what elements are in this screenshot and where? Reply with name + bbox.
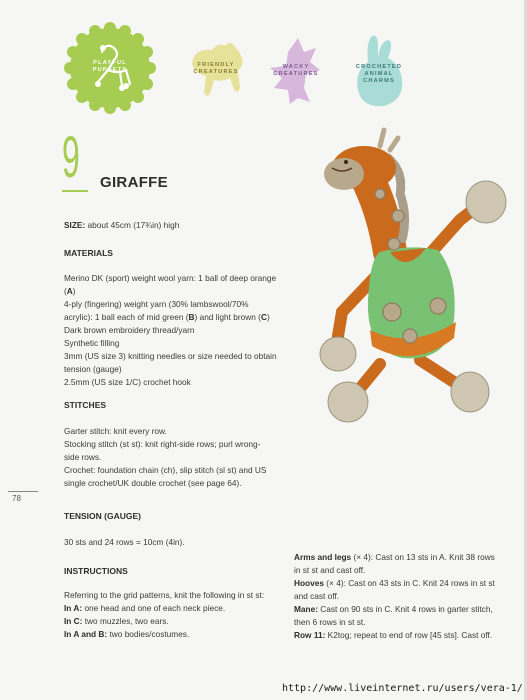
pattern-step-cont: then 6 rows in st st. (294, 617, 366, 627)
materials-line: Synthetic filling (64, 338, 120, 348)
materials-line: tension (gauge) (64, 364, 122, 374)
page-number: 78 (12, 494, 21, 503)
materials-line: acrylic): 1 ball each of mid green (B) and light brown (C) (64, 312, 270, 322)
instructions-item: In A and B: two bodies/costumes. (64, 629, 190, 639)
pattern-steps (294, 551, 508, 642)
category-badges (64, 22, 424, 114)
badge-crocheted-animal-charms[interactable] (346, 32, 412, 110)
page-number-rule (8, 491, 38, 492)
stitches-line: Crochet: foundation chain (ch), slip stitch (sl st) and US (64, 465, 267, 475)
badge-wacky-creatures[interactable] (268, 34, 324, 106)
badge-playful-puppets[interactable] (64, 22, 156, 114)
instructions-item: In C: two muzzles, two ears. (64, 616, 169, 626)
materials-heading: MATERIALS (64, 248, 113, 258)
materials-line: 4-ply (fingering) weight yarn (30% lambswool/70% (64, 299, 249, 309)
badge-label: WACKY CREATURES (273, 64, 319, 77)
materials-line: 2.5mm (US size 1/C) crochet hook (64, 377, 191, 387)
tension-text: 30 sts and 24 rows = 10cm (4in). (64, 537, 185, 547)
materials-line: Dark brown embroidery thread/yarn (64, 325, 195, 335)
materials-list (64, 272, 282, 389)
page-title: GIRAFFE (100, 174, 168, 191)
pattern-step: Hooves (× 4): Cast on 43 sts in C. Knit 24 rows in st st (294, 578, 495, 588)
stitches-line: single crochet/UK double crochet (see page 64). (64, 478, 242, 488)
tension-heading: TENSION (GAUGE) (64, 511, 141, 521)
badge-label: FRIENDLY CREATURES (193, 62, 239, 75)
stitches-line: Garter stitch: knit every row. (64, 426, 167, 436)
pattern-step-cont: in st st and cast off. (294, 565, 366, 575)
stitches-list (64, 425, 282, 490)
instructions-list (64, 589, 282, 641)
badge-friendly-creatures[interactable] (186, 36, 246, 106)
materials-line: 3mm (US size 3) knitting needles or size needed to obtain (64, 351, 277, 361)
chapter-number-underline (62, 190, 88, 192)
pattern-step: Mane: Cast on 90 sts in C. Knit 4 rows in garter stitch, (294, 604, 493, 614)
instructions-heading: INSTRUCTIONS (64, 566, 128, 576)
size-line: SIZE: about 45cm (17¾in) high (64, 220, 180, 230)
chapter-number: 9 (62, 125, 80, 190)
pattern-step: Arms and legs (× 4): Cast on 13 sts in A. Knit 38 rows (294, 552, 495, 562)
source-url[interactable]: http://www.liveinternet.ru/users/vera-1/ (282, 683, 523, 694)
stitches-line: Stocking stitch (st st): knit right-side rows; purl wrong- (64, 439, 261, 449)
stitches-line: side rows. (64, 452, 102, 462)
giraffe-toy-illustration (310, 124, 520, 430)
stitches-heading: STITCHES (64, 400, 107, 410)
materials-line: Merino DK (sport) weight wool yarn: 1 ball of deep orange (A) (64, 273, 277, 296)
instructions-item: In A: one head and one of each neck piece. (64, 603, 226, 613)
badge-label: CROCHETED ANIMAL CHARMS (355, 64, 403, 84)
pattern-step: Row 11: K2tog; repeat to end of row [45 sts]. Cast off. (294, 630, 493, 640)
badge-label: PLAYFUL PUPPETS (92, 60, 128, 73)
pattern-step-cont: and cast off. (294, 591, 340, 601)
instructions-intro: Referring to the grid patterns, knit the following in st st: (64, 590, 265, 600)
